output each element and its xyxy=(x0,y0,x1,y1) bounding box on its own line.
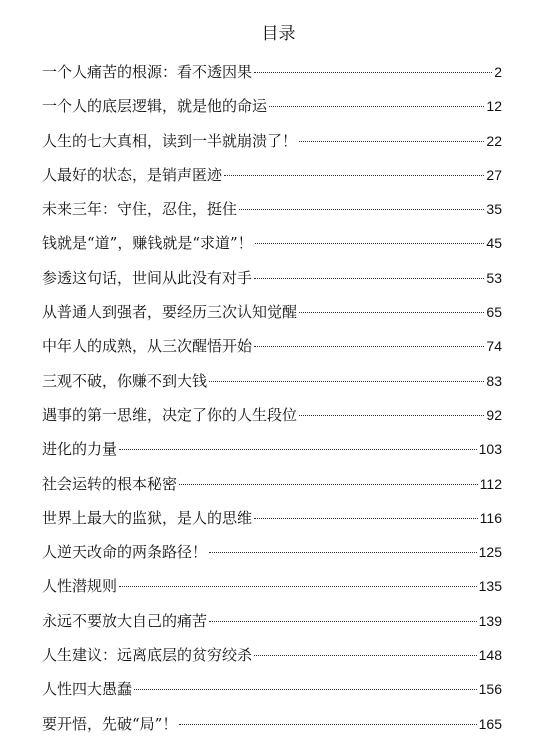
toc-entry-title: 社会运转的根本秘密 xyxy=(42,474,178,493)
toc-page-number: 148 xyxy=(478,647,502,664)
toc-page-number: 12 xyxy=(486,98,502,115)
toc-entry-title: 钱就是“道”，赚钱就是“求道”！ xyxy=(42,234,253,253)
toc-entry-title: 人逆天改命的两条路径！ xyxy=(42,543,208,562)
toc-entry-title: 人生的七大真相，读到一半就崩溃了！ xyxy=(42,131,298,150)
toc-entry[interactable] xyxy=(42,261,502,295)
toc-entry[interactable] xyxy=(42,158,502,192)
toc-page-number: 65 xyxy=(486,304,502,321)
toc-entry[interactable] xyxy=(42,467,502,501)
toc-entry[interactable] xyxy=(42,638,502,672)
dot-leader xyxy=(209,552,477,553)
toc-page-number: 2 xyxy=(494,64,502,80)
dot-leader xyxy=(239,209,484,210)
toc-entry-title: 永远不要放大自己的痛苦 xyxy=(42,611,208,630)
toc-entry[interactable] xyxy=(42,295,502,329)
dot-leader xyxy=(254,655,477,656)
dot-leader xyxy=(299,141,484,142)
dot-leader xyxy=(254,72,492,73)
dot-leader xyxy=(255,243,485,244)
toc-page-number: 53 xyxy=(486,269,502,286)
toc-entry[interactable] xyxy=(42,535,502,569)
toc-title: 目录 xyxy=(261,24,296,44)
toc-page-number: 165 xyxy=(478,715,502,732)
toc-page-number: 27 xyxy=(486,166,502,183)
dot-leader xyxy=(119,449,477,450)
dot-leader xyxy=(254,278,484,279)
toc-entry[interactable] xyxy=(42,672,502,706)
toc-page-number: 103 xyxy=(478,441,502,458)
toc-entry-title: 中年人的成熟，从三次醒悟开始 xyxy=(42,337,253,356)
toc-page-number: 112 xyxy=(479,475,502,492)
toc-entry-title: 人性四大愚蠢 xyxy=(42,680,133,699)
dot-leader xyxy=(209,621,477,622)
dot-leader xyxy=(299,312,484,313)
toc-entry-title: 人最好的状态，是销声匿迹 xyxy=(42,165,223,184)
toc-page-number: 116 xyxy=(479,509,502,526)
dot-leader xyxy=(179,724,476,725)
dot-leader xyxy=(179,484,478,485)
toc-entry-title: 从普通人到强者，要经历三次认知觉醒 xyxy=(42,303,298,322)
dot-leader xyxy=(224,175,484,176)
toc-entry[interactable] xyxy=(42,501,502,535)
dot-leader xyxy=(134,689,477,690)
dot-leader xyxy=(299,415,484,416)
dot-leader xyxy=(269,106,484,107)
dot-leader xyxy=(209,381,484,382)
toc-entry[interactable] xyxy=(42,604,502,638)
toc-entry-title: 人性潜规则 xyxy=(42,577,118,596)
toc-entry[interactable] xyxy=(42,55,502,89)
toc-entry-title: 未来三年：守住，忍住，挺住 xyxy=(42,200,238,219)
toc-entry-title: 三观不破，你赚不到大钱 xyxy=(42,371,208,390)
toc-entry-title: 进化的力量 xyxy=(42,440,118,459)
toc-entry[interactable] xyxy=(42,569,502,603)
toc-entry-title: 参透这句话，世间从此没有对手 xyxy=(42,268,253,287)
toc-entry[interactable] xyxy=(42,329,502,363)
toc-entry-title: 人生建议：远离底层的贫穷绞杀 xyxy=(42,646,253,665)
toc-entry[interactable] xyxy=(42,226,502,260)
toc-page-number: 45 xyxy=(486,235,502,252)
toc-entry-title: 世界上最大的监狱，是人的思维 xyxy=(42,508,253,527)
toc-entry-title: 一个人痛苦的根源：看不透因果 xyxy=(42,63,253,81)
dot-leader xyxy=(119,586,477,587)
toc-entry[interactable] xyxy=(42,364,502,398)
toc-page-number: 83 xyxy=(486,372,502,389)
toc-entry[interactable] xyxy=(42,192,502,226)
toc-page-number: 135 xyxy=(478,578,502,595)
dot-leader xyxy=(254,518,478,519)
toc-entry[interactable] xyxy=(42,124,502,158)
toc-entry-title: 要开悟，先破“局”！ xyxy=(42,714,178,733)
toc-entry-title: 一个人的底层逻辑，就是他的命运 xyxy=(42,97,268,116)
toc-entry[interactable] xyxy=(42,89,502,123)
toc-page-number: 125 xyxy=(478,544,502,561)
toc-list xyxy=(42,55,502,741)
toc-page-number: 156 xyxy=(478,681,502,698)
toc-page-number: 139 xyxy=(478,612,502,629)
toc-entry-title: 遇事的第一思维，决定了你的人生段位 xyxy=(42,405,298,424)
toc-page-number: 22 xyxy=(486,132,502,149)
toc-page-number: 74 xyxy=(486,338,502,355)
toc-entry[interactable] xyxy=(42,398,502,432)
dot-leader xyxy=(254,346,484,347)
toc-entry[interactable] xyxy=(42,707,502,741)
toc-page-number: 92 xyxy=(486,406,502,423)
toc-entry[interactable] xyxy=(42,432,502,466)
toc-page-number: 35 xyxy=(486,201,502,218)
